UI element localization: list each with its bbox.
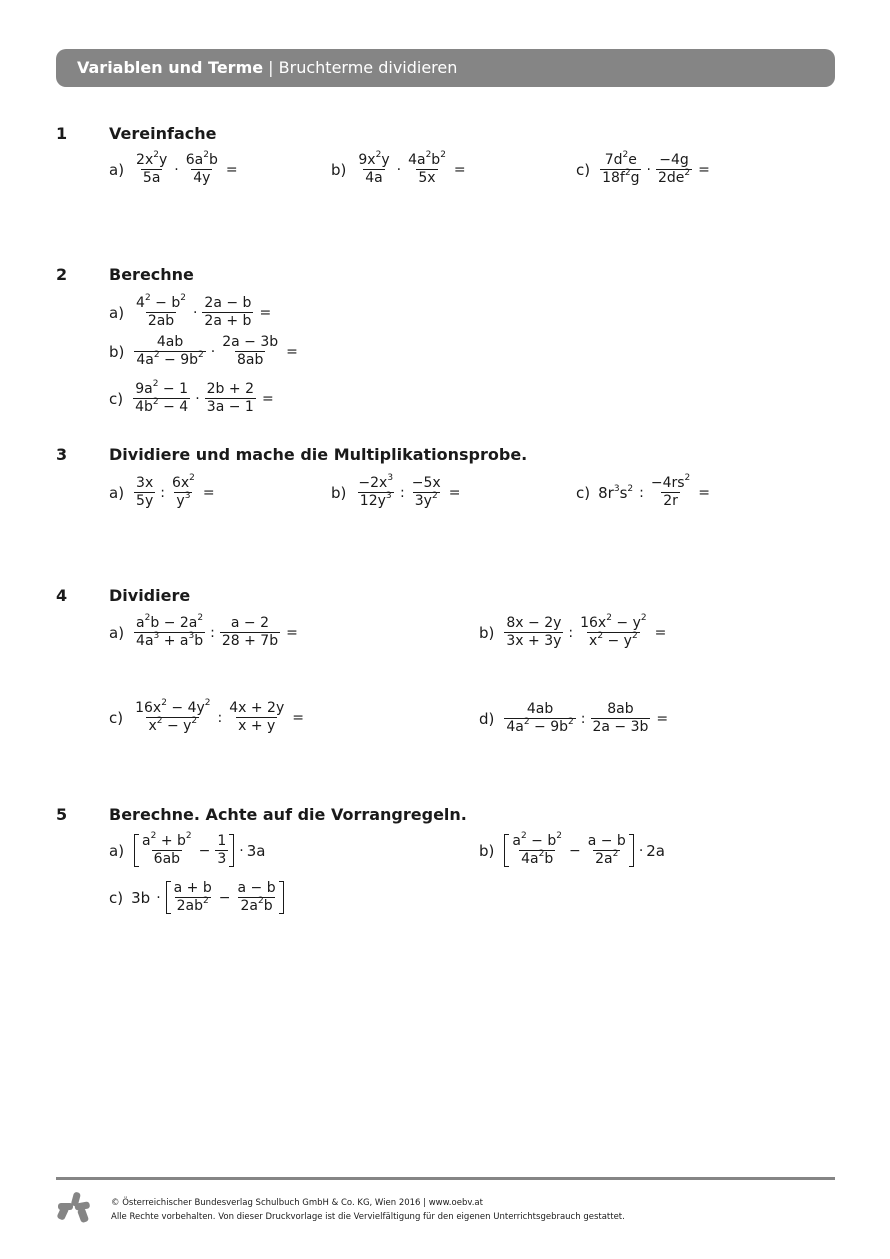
exercise-3c: c) $8r^3s^2$ : $\frac{-4rs^2}{2r}$ = — [576, 473, 710, 509]
fraction: $\frac{6a^2b}{4y}$ — [185, 150, 218, 186]
exercise-label: a) — [109, 623, 125, 642]
fraction: $\frac{4a^2b^2}{5x}$ — [408, 150, 446, 186]
exercise-5b: b) $\frac{a^2 - b^2}{4a^2b}$ − $\frac{a - b}{2a^2}$ · 2a — [479, 831, 666, 867]
exercise-4b: b) $\frac{8x - 2y}{3x + 3y}$ : $\frac{16x^2 - y^2}{x^2 - y^2}$ = — [479, 613, 667, 649]
fraction: $\frac{2x^2y}{5a}$ — [136, 150, 168, 186]
fraction: $\frac{-5x}{3y^2}$ — [411, 475, 441, 509]
fraction: $\frac{16x^2 - 4y^2}{x^2 - y^2}$ — [135, 698, 211, 734]
exercise-label: c) — [576, 483, 591, 502]
exercise-label: a) — [109, 483, 125, 502]
fraction: $\frac{16x^2 - y^2}{x^2 - y^2}$ — [580, 613, 647, 649]
exercise-5-number: 5 — [56, 805, 68, 824]
exercise-2-title: Berechne — [109, 265, 194, 284]
fraction: $\frac{-4rs^2}{2r}$ — [650, 473, 691, 509]
exercise-1-title: Vereinfache — [109, 124, 217, 143]
fraction: $\frac{2a - 3b}{8ab}$ — [222, 334, 279, 368]
fraction: $\frac{2a - b}{2a + b}$ — [204, 295, 252, 329]
exercise-2a: a) $\frac{4^2 - b^2}{2ab}$ · $\frac{2a - b}{2a + b}$ = — [109, 293, 272, 329]
fraction: $\frac{4ab}{4a^2 - 9b^2}$ — [136, 334, 204, 368]
fraction: $\frac{6x^2}{y^3}$ — [171, 473, 195, 509]
exercise-2b: b) $\frac{4ab}{4a^2 - 9b^2}$ · $\frac{2a - 3b}{8ab}$ = — [109, 334, 298, 368]
footer-divider — [56, 1177, 835, 1180]
fraction: $\frac{9x^2y}{4a}$ — [358, 150, 390, 186]
exercise-3-title: Dividiere und mache die Multiplikationsprobe. — [109, 445, 528, 464]
footer-rights: Alle Rechte vorbehalten. Von dieser Druckvorlage ist die Vervielfältigung für den eigenen Unterrichtsgebrauch gestattet. — [111, 1212, 625, 1222]
exercise-3a: a) $\frac{3x}{5y}$ : $\frac{6x^2}{y^3}$ = — [109, 473, 215, 509]
exercise-label: d) — [479, 709, 495, 728]
fraction: $\frac{7d^2e}{18f^2g}$ — [602, 150, 640, 186]
fraction: $\frac{8ab}{2a - 3b}$ — [592, 701, 649, 735]
exercise-4d: d) $\frac{4ab}{4a^2 - 9b^2}$ : $\frac{8ab}{2a - 3b}$ = — [479, 701, 669, 735]
exercise-4-title: Dividiere — [109, 586, 191, 605]
exercise-1b: b) $\frac{9x^2y}{4a}$ · $\frac{4a^2b^2}{5x}$ = — [331, 150, 466, 186]
exercise-label: c) — [109, 708, 124, 727]
fraction: $\frac{4ab}{4a^2 - 9b^2}$ — [506, 701, 574, 735]
fraction: $\frac{9a^2 - 1}{4b^2 - 4}$ — [135, 379, 189, 415]
exercise-label: b) — [479, 623, 495, 642]
exercise-4a: a) $\frac{a^2b - 2a^2}{4a^3 + a^3b}$ : $\frac{a - 2}{28 + 7b}$ = — [109, 613, 298, 649]
footer-copyright: © Österreichischer Bundesverlag Schulbuch GmbH & Co. KG, Wien 2016 | www.oebv.at — [111, 1198, 483, 1208]
fraction: $\frac{4^2 - b^2}{2ab}$ — [136, 293, 186, 329]
exercise-1-number: 1 — [56, 124, 68, 143]
exercise-2-number: 2 — [56, 265, 68, 284]
exercise-label: c) — [109, 389, 124, 408]
bracket-expression: $\frac{a^2 + b^2}{6ab}$ − $\frac{1}{3}$ — [134, 834, 234, 867]
fraction: $\frac{-4g}{2de^2}$ — [657, 152, 691, 186]
header-title: Variablen und Terme — [77, 58, 264, 77]
fraction: $\frac{4x + 2y}{x + y}$ — [229, 700, 285, 734]
exercise-label: b) — [109, 342, 125, 361]
page-header — [56, 49, 835, 87]
fraction: $\frac{-2x^3}{12y^3}$ — [358, 473, 394, 509]
exercise-label: b) — [331, 160, 347, 179]
header-separator: | — [263, 58, 279, 77]
exercise-5a: a) $\frac{a^2 + b^2}{6ab}$ − $\frac{1}{3}$ · 3a — [109, 831, 266, 867]
exercise-5-title: Berechne. Achte auf die Vorrangregeln. — [109, 805, 467, 824]
exercise-label: a) — [109, 841, 125, 860]
bracket-expression: $\frac{a^2 - b^2}{4a^2b}$ − $\frac{a - b}{2a^2}$ — [504, 834, 633, 867]
fraction: $\frac{2b + 2}{3a - 1}$ — [206, 381, 254, 415]
exercise-1a: a) $\frac{2x^2y}{5a}$ · $\frac{6a^2b}{4y}$ = — [109, 150, 238, 186]
fraction: $\frac{a^2b - 2a^2}{4a^3 + a^3b}$ — [136, 613, 204, 649]
exercise-label: c) — [576, 160, 591, 179]
exercise-label: b) — [479, 841, 495, 860]
exercise-label: c) — [109, 888, 124, 907]
exercise-4-number: 4 — [56, 586, 68, 605]
exercise-1c: c) $\frac{7d^2e}{18f^2g}$ · $\frac{-4g}{2de^2}$ = — [576, 150, 710, 186]
exercise-label: a) — [109, 303, 125, 322]
exercise-5c: c) 3b · $\frac{a + b}{2ab^2}$ − $\frac{a - b}{2a^2b}$ — [109, 881, 286, 914]
exercise-3b: b) $\frac{-2x^3}{12y^3}$ : $\frac{-5x}{3y^2}$ = — [331, 473, 461, 509]
fraction: $\frac{8x - 2y}{3x + 3y}$ — [506, 615, 562, 649]
bracket-expression: $\frac{a + b}{2ab^2}$ − $\frac{a - b}{2a^2b}$ — [166, 881, 284, 914]
oebv-star-logo-icon — [56, 1190, 92, 1226]
exercise-label: a) — [109, 160, 125, 179]
exercise-2c: c) $\frac{9a^2 - 1}{4b^2 - 4}$ · $\frac{2b + 2}{3a - 1}$ = — [109, 379, 274, 415]
fraction: $\frac{a - 2}{28 + 7b}$ — [221, 615, 279, 649]
exercise-label: b) — [331, 483, 347, 502]
fraction: $\frac{3x}{5y}$ — [136, 475, 154, 509]
header-subtitle: Bruchterme dividieren — [278, 58, 458, 77]
exercise-4c: c) $\frac{16x^2 - 4y^2}{x^2 - y^2}$ : $\frac{4x + 2y}{x + y}$ = — [109, 698, 304, 734]
exercise-3-number: 3 — [56, 445, 68, 464]
